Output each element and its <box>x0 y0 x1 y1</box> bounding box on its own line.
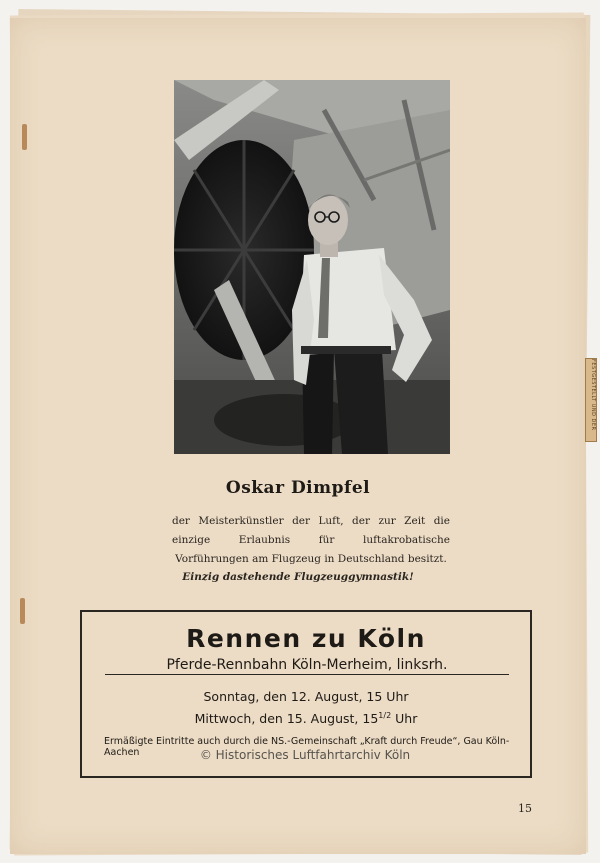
advert-date-sunday: Sonntag, den 12. August, 15 Uhr <box>203 689 409 704</box>
advert-date-wednesday-main: Mittwoch, den 15. August, 15 <box>194 711 379 727</box>
person-description: der Meisterkünstler der Luft, der zur Zeit die einzige Erlaubnis für luftakrobatische Vorführungen am Flugzeug in Deutschland besitzt. <box>172 515 450 565</box>
side-tab: FESTGESTELLT UND DER <box>585 358 597 442</box>
archive-watermark: © Historisches Luftfahrtarchiv Köln <box>199 748 411 762</box>
advert-discount-note: Ermäßigte Eintritte auch durch die NS.-Gemeinschaft „Kraft durch Freude“, Gau Köln-Aachen <box>104 736 510 758</box>
tagline: Einzig dastehende Flugzeuggymnastik! <box>182 571 414 583</box>
aviator-photo-illustration <box>174 80 450 454</box>
advert-date-fraction: 1/2 <box>378 711 392 720</box>
advert-date-wednesday-suffix: Uhr <box>395 711 418 727</box>
staple-bottom <box>20 598 25 624</box>
booklet-page <box>10 18 596 854</box>
staple-top <box>22 124 27 150</box>
page-number: 15 <box>518 802 532 815</box>
advert-venue: Pferde-Rennbahn Köln-Merheim, linksrh. <box>105 657 509 675</box>
advert-date-wednesday <box>82 711 530 726</box>
person-name: Oskar Dimpfel <box>225 478 371 498</box>
advert-title: Rennen zu Köln <box>186 624 426 653</box>
portrait-photo <box>174 80 450 454</box>
